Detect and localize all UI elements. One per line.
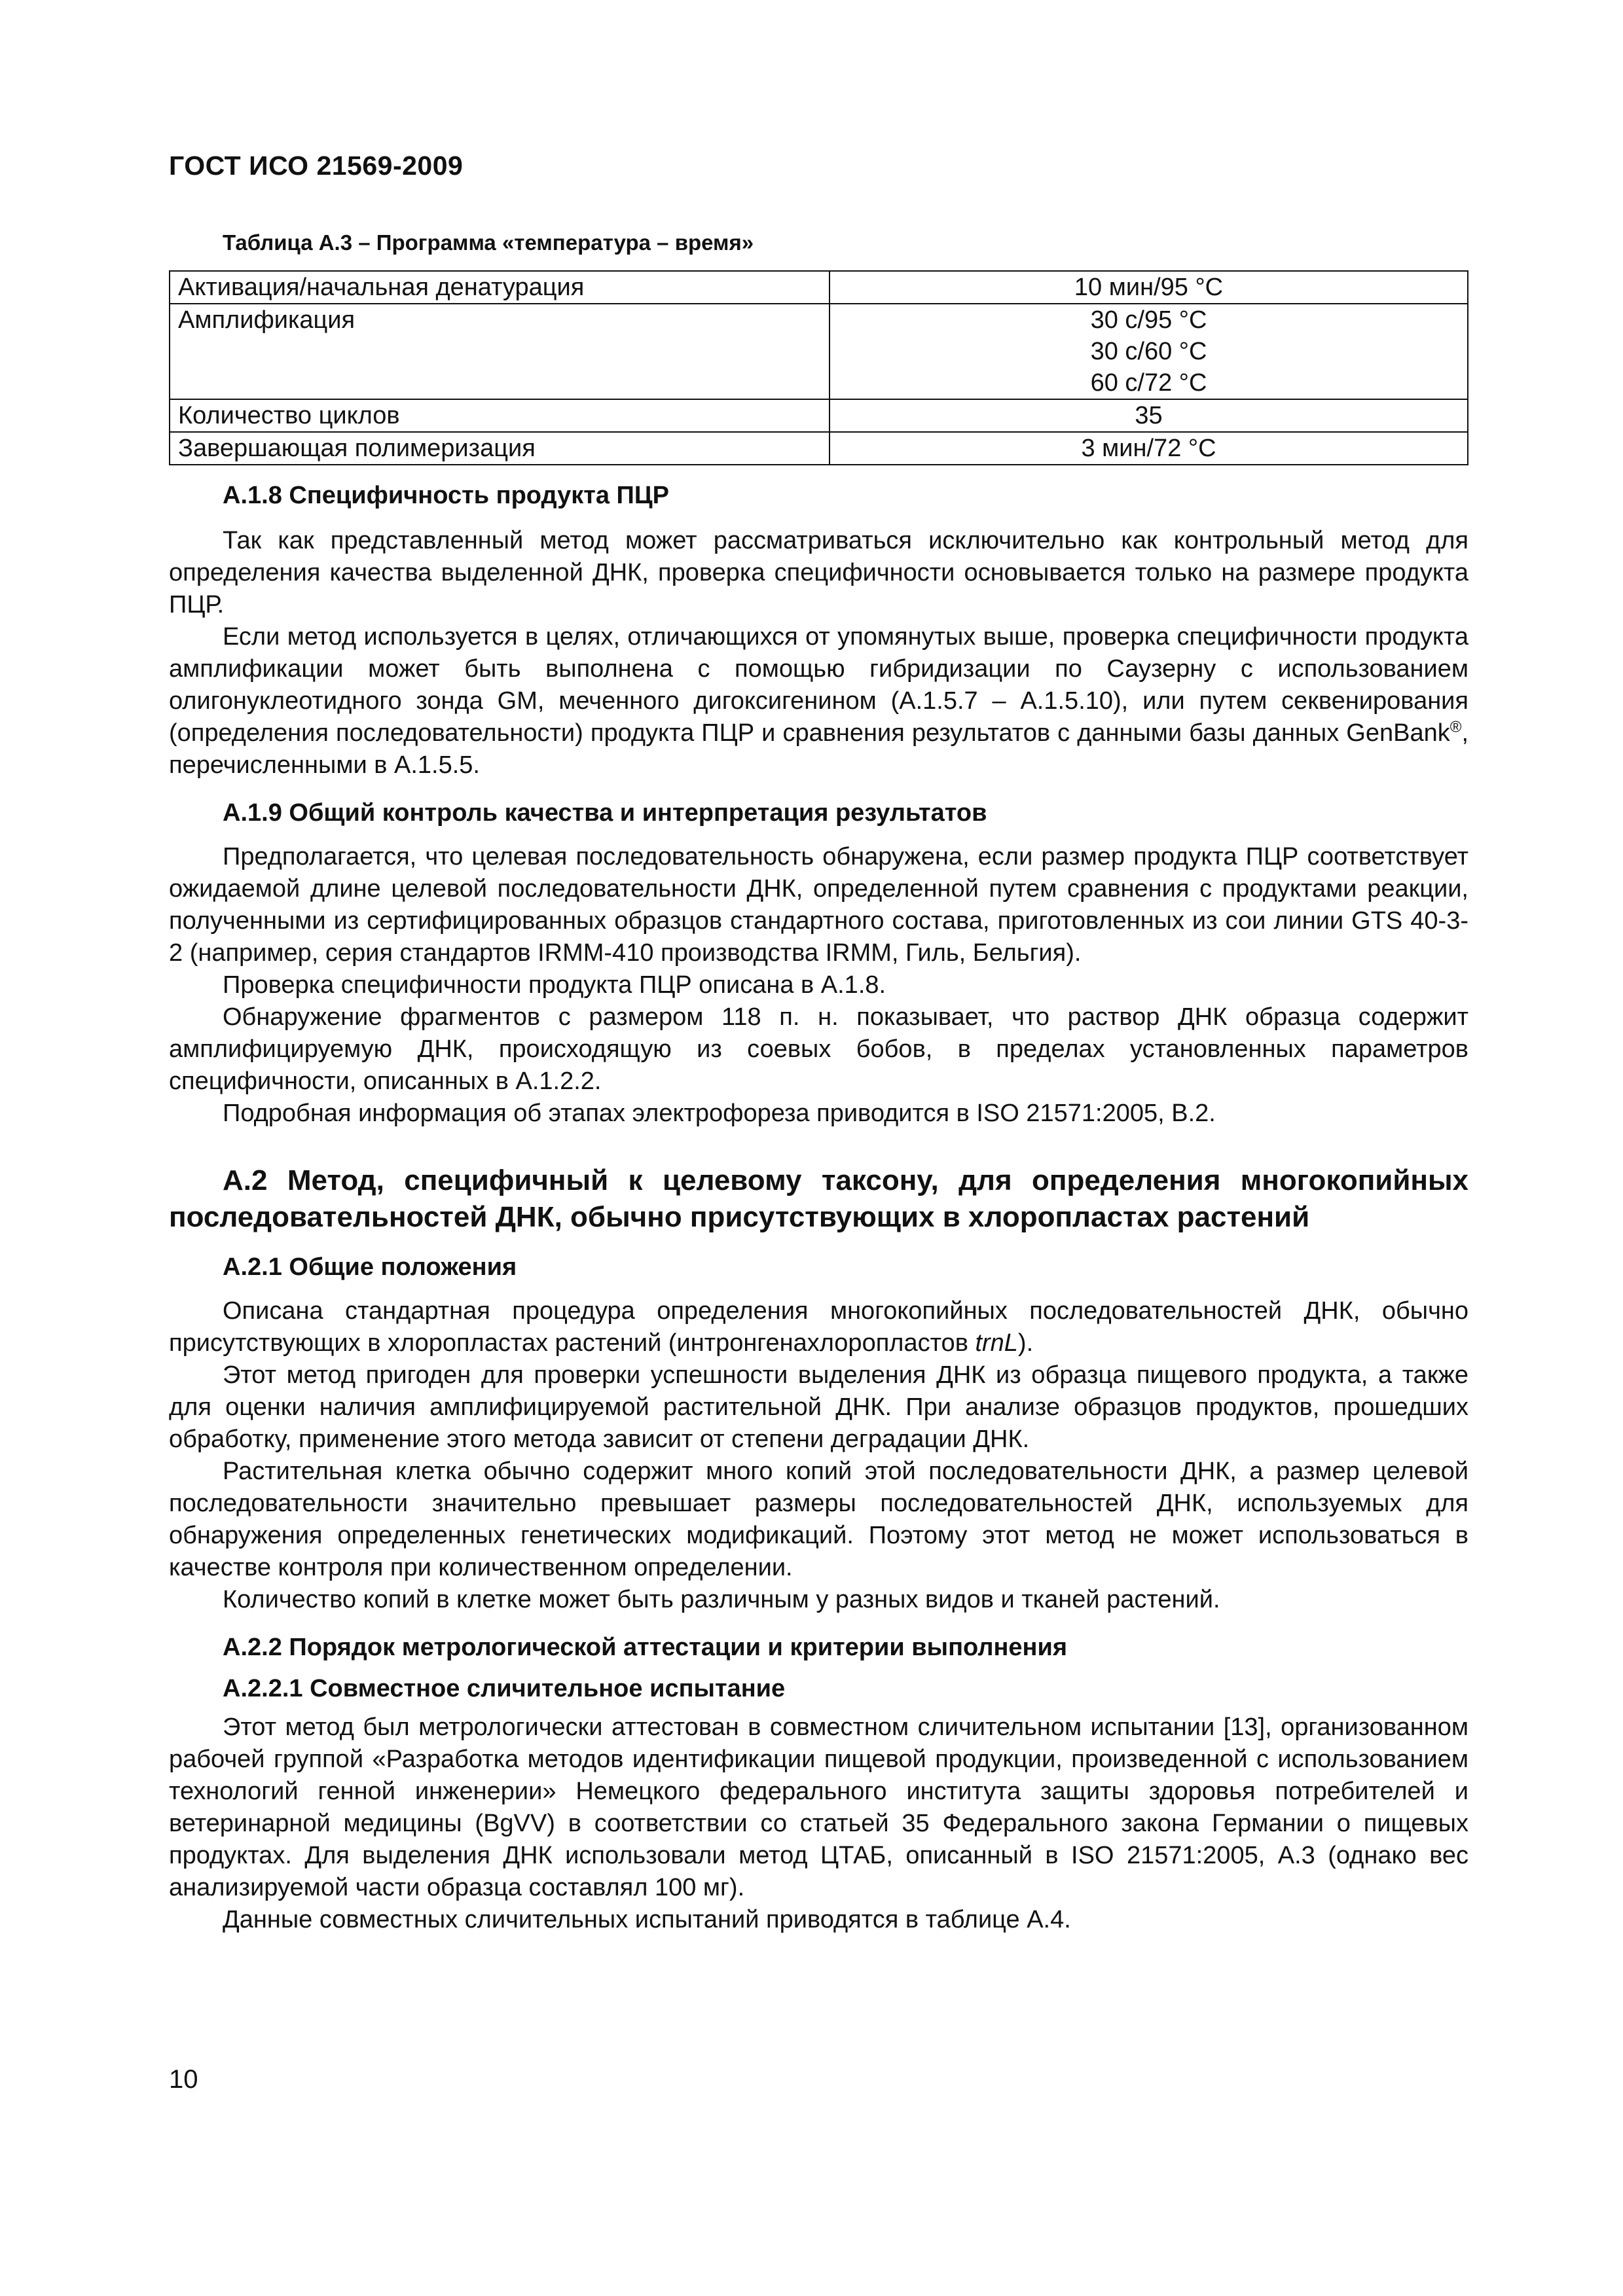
paragraph-text: ). <box>1017 1329 1034 1357</box>
table-cell-label: Количество циклов <box>170 399 830 432</box>
paragraph-text: Если метод используется в целях, отличающихся от упомянутых выше, проверка специфичности продукта амплификации может быть выполнена с помощью гибридизации по Саузерну с использованием олигонуклеотидного зонда GM, меченного дигоксигенином (А.1.5.7 – А.1.5.10), или путем секвенирования (определения последовательности) продукта ПЦР и сравнения результатов с данными базы данных GenBank <box>169 623 1468 747</box>
table-row <box>170 399 1468 432</box>
gene-name: trnL <box>975 1329 1018 1357</box>
paragraph: Предполагается, что целевая последовательность обнаружена, если размер продукта ПЦР соответствует ожидаемой длине целевой последовательности ДНК, определенной путем сравнения с продуктами реакции, полученными из сертифицированных образцов стандартного состава, приготовленных из сои линии GTS 40-3-2 (например, серия стандартов IRMM-410 производства IRMM, Гиль, Бельгия). <box>169 843 1468 967</box>
table-cell-value: 10 мин/95 °С <box>830 271 1468 304</box>
paragraph <box>169 621 1468 781</box>
table-row <box>170 432 1468 465</box>
body-text <box>169 480 1468 1936</box>
paragraph-text: Описана стандартная процедура определения многокопийных последовательностей ДНК, обычно присутствующих в хлоропластах растений (интронгенахлоропластов <box>169 1297 1468 1357</box>
paragraph: Обнаружение фрагментов с размером 118 п. н. показывает, что раствор ДНК образца содержит амплифицируемую ДНК, происходящую из соевых бобов, в пределах установленных параметров специфичности, описанных в А.1.2.2. <box>169 1003 1468 1095</box>
paragraph: Этот метод был метрологически аттестован в совместном сличительном испытании [13], организованном рабочей группой «Разработка методов идентификации пищевой продукции, произведенной с использованием технологий генной инженерии» Немецкого федерального института защиты здоровья потребителей и ветеринарной медицины (BgVV) в соответствии со статьей 35 Федерального закона Германии о пищевых продуктах. Для выделения ДНК использовали метод ЦТАБ, описанный в ISO 21571:2005, А.3 (однако вес анализируемой части образца составлял 100 мг). <box>169 1713 1468 1901</box>
registered-mark: ® <box>1450 718 1462 736</box>
table-row <box>170 304 1468 399</box>
value-line: 30 с/60 °С <box>1090 338 1207 365</box>
table-cell-value <box>830 304 1468 399</box>
table-caption: Таблица А.3 – Программа «температура – время» <box>223 230 754 255</box>
paragraph <box>169 1295 1468 1359</box>
section-heading-a2: А.2 Метод, специфичный к целевому таксону, для определения многокопийных последовательностей ДНК, обычно присутствующих в хлоропластах растений <box>169 1164 1468 1233</box>
table-cell-label: Амплификация <box>170 304 830 399</box>
section-heading-a21: А.2.1 Общие положения <box>223 1253 517 1281</box>
paragraph: Растительная клетка обычно содержит много копий этой последовательности ДНК, а размер целевой последовательности значительно превышает размеры последовательностей ДНК, используемых для обнаружения определенных генетических модификаций. Поэтому этот метод не может использоваться в качестве контроля при количественном определении. <box>169 1458 1468 1581</box>
temperature-time-table <box>169 270 1468 465</box>
table-cell-label: Завершающая полимеризация <box>170 432 830 465</box>
section-heading-a18: А.1.8 Специфичность продукта ПЦР <box>223 482 669 509</box>
table-cell-value: 35 <box>830 399 1468 432</box>
paragraph: Проверка специфичности продукта ПЦР описана в А.1.8. <box>223 971 886 999</box>
paragraph: Подробная информация об этапах электрофореза приводится в ISO 21571:2005, В.2. <box>223 1100 1216 1127</box>
paragraph-text: , перечисленными в А.1.5.5. <box>169 719 1468 779</box>
paragraph: Данные совместных сличительных испытаний приводятся в таблице А.4. <box>223 1906 1071 1933</box>
value-line: 30 с/95 °С <box>1090 306 1207 334</box>
paragraph: Так как представленный метод может рассматриваться исключительно как контрольный метод для определения качества выделенной ДНК, проверка специфичности основывается только на размере продукта ПЦР. <box>169 527 1468 619</box>
value-line: 60 с/72 °С <box>1090 369 1207 397</box>
section-heading-a19: А.1.9 Общий контроль качества и интерпретация результатов <box>223 799 987 827</box>
paragraph: Этот метод пригоден для проверки успешности выделения ДНК из образца пищевого продукта, а также для оценки наличия амплифицируемой растительной ДНК. При анализе образцов продуктов, прошедших обработку, применение этого метода зависит от степени деградации ДНК. <box>169 1361 1468 1453</box>
table-cell-value: 3 мин/72 °С <box>830 432 1468 465</box>
table-cell-label: Активация/начальная денатурация <box>170 271 830 304</box>
page-number: 10 <box>169 2065 198 2094</box>
paragraph: Количество копий в клетке может быть различным у разных видов и тканей растений. <box>223 1586 1220 1613</box>
table-row <box>170 271 1468 304</box>
standard-header: ГОСТ ИСО 21569-2009 <box>169 151 464 181</box>
section-heading-a221: А.2.2.1 Совместное сличительное испытание <box>223 1675 786 1702</box>
section-heading-a22: А.2.2 Порядок метрологической аттестации и критерии выполнения <box>223 1634 1068 1661</box>
